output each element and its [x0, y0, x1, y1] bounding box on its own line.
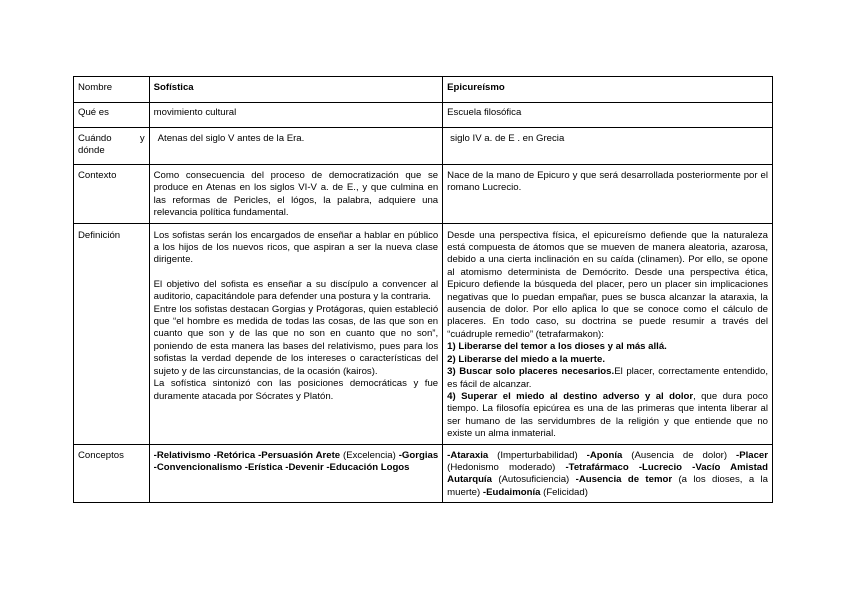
concept-gloss: (Excelencia): [343, 449, 399, 461]
concept-gloss: (Hedonismo moderado): [447, 461, 566, 473]
header-sofistica: Sofística: [149, 77, 443, 103]
row-label: Conceptos: [74, 444, 150, 503]
cell-sofistica: movimiento cultural: [149, 103, 443, 128]
row-cuando-donde: [74, 128, 773, 165]
cell-epicureismo: Escuela filosófica: [443, 103, 773, 128]
header-label: Nombre: [74, 77, 150, 103]
paragraph: Los sofistas serán los encargados de enseñar a hablar en público a los hijos de los nuevos ricos, que aspiran a ser la nueva clase dirigente.: [153, 229, 439, 266]
cell-sofistica: [149, 444, 443, 503]
concept-term: -Relativismo: [153, 449, 214, 461]
concept-list: [447, 450, 768, 500]
row-label: Qué es: [74, 103, 150, 128]
row-label: Cuándo y dónde: [74, 128, 150, 165]
concept-term: -Aponía: [586, 449, 632, 461]
concept-term: -Tetrafármaco -Lucrecio -Vacío Amistad Autarquía: [447, 461, 768, 486]
cell-sofistica: Atenas del siglo V antes de la Era.: [149, 128, 443, 165]
concept-term: -Retórica: [213, 449, 259, 461]
header-epicureismo: Epicureísmo: [443, 77, 773, 103]
paragraph: Desde una perspectiva física, el epicureísmo defiende que la naturaleza está compuesta de átomos que se mueven de manera aleatoria, azarosa, debido a una cierta inclinación en su caída (clinamen). Por ello, se opone al atomismo determinista de Demócrito. Desde una perspectiva ética, Epicuro defiende la búsqueda del placer, pero un placer sin implicaciones negativas que lo puedan empañar, pues se busca alcanzar la ataraxia, la ausencia de dolor. Por ello aplica lo que se conoce como el cálculo de placeres. En todo caso, su doctrina se puede resumir a través del “cuádruple remedio” (tetrafarmakon):: [447, 229, 768, 340]
concept-term: -Persuasión Arete: [258, 449, 344, 461]
header-row: [74, 77, 773, 103]
concept-term: -Ausencia de temor: [575, 474, 679, 486]
row-contexto: [74, 165, 773, 224]
cell-sofistica: [149, 223, 443, 444]
paragraph: La sofística sintonizó con las posiciones democráticas y fue duramente atacada por Sócrates y Platón.: [153, 378, 439, 402]
comparison-table: [73, 76, 773, 503]
remedy-title: 3) Buscar solo placeres necesarios.: [447, 366, 615, 378]
cell-epicureismo: Nace de la mano de Epicuro y que será desarrollada posteriormente por el romano Lucrecio.: [443, 165, 773, 224]
paragraph: Entre los sofistas destacan Gorgias y Protágoras, quien estableció que “el hombre es medida de todas las cosas, de las que son en cuanto que son y de las que no son en cuanto que no son”, poniendo de esta manera las bases del relativismo, pues para los sofistas la verdad depende de los intereses o características del sujeto y de las circunstancias, de la ocasión (kairos).: [153, 303, 439, 377]
concept-term: -Placer: [736, 449, 768, 461]
row-definicion: [74, 223, 773, 444]
row-label: Definición: [74, 223, 150, 444]
cell-epicureismo: [443, 444, 773, 503]
concept-gloss: (a los dioses, a la muerte): [447, 474, 769, 498]
concept-term: -Eudaimonía: [482, 486, 544, 498]
concept-term: -Gorgias -Convencionalismo -Erística -Devenir -Educación Logos: [153, 449, 439, 473]
remedy-item: [447, 366, 768, 391]
cell-epicureismo: [443, 223, 773, 444]
paragraph: El objetivo del sofista es enseñar a su discípulo a convencer al auditorio, capacitándole para defender una postura y la contraria.: [153, 278, 439, 303]
remedy-item: 1) Liberarse del temor a los dioses y al más allá.: [447, 341, 667, 353]
row-conceptos: [74, 444, 773, 503]
concept-term: -Ataraxia: [447, 449, 498, 461]
remedy-item: 2) Liberarse del miedo a la muerte.: [447, 353, 605, 365]
cell-epicureismo: siglo IV a. de E . en Grecia: [443, 128, 773, 165]
cell-sofistica: Como consecuencia del proceso de democratización que se produce en Atenas en los siglos VI-V a. de E., y que culmina en las reformas de Pericles, el lógos, la palabra, adquiere una relevancia política fundamental.: [149, 165, 443, 224]
concept-list: [154, 450, 439, 475]
concept-gloss: (Ausencia de dolor): [631, 449, 736, 461]
remedy-title: 4) Superar el miedo al destino adverso y al dolor: [447, 390, 694, 402]
row-label: Contexto: [74, 165, 150, 224]
concept-gloss: (Autosuficiencia): [498, 474, 576, 486]
concept-gloss: (Felicidad): [543, 486, 588, 498]
remedy-item: [447, 391, 768, 441]
remedy-text: El placer, correctamente entendido, es fácil de alcanzar.: [447, 366, 768, 390]
concept-gloss: (Imperturbabilidad): [497, 449, 587, 461]
remedy-text: , que dura poco tiempo. La filosofía epicúrea es una de las primeras que intenta liberar al ser humano de las servidumbres de la religión y que entiende que no existe un alma inmaterial.: [447, 390, 768, 440]
row-que-es: [74, 103, 773, 128]
